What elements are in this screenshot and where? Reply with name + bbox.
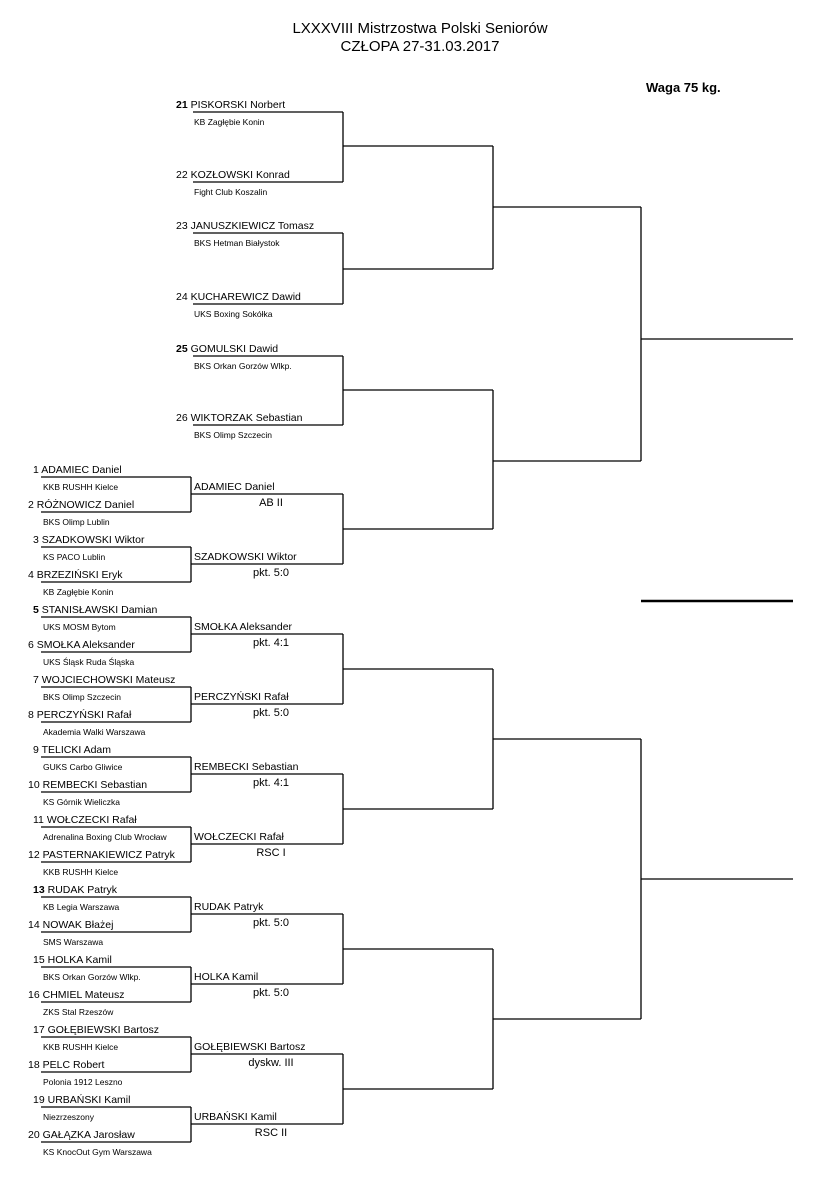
pair-1-2-winner: ADAMIEC Daniel	[194, 481, 275, 493]
entrant-4-name: BRZEZIŃSKI Eryk	[36, 569, 123, 581]
page-subtitle: CZŁOPA 27-31.03.2017	[340, 38, 500, 55]
entrant-9-seed-number: 9	[33, 744, 42, 756]
entrant-2-name: RÓŻNOWICZ Daniel	[36, 499, 135, 511]
seeded-21-seed-number: 21	[176, 99, 191, 111]
entrant-18-name: PELC Robert	[42, 1059, 105, 1071]
entrant-10-seed-number: 10	[28, 779, 43, 791]
entrant-9-club: GUKS Carbo Gliwice	[43, 762, 123, 772]
seeded-24-row	[176, 291, 301, 303]
entrant-18-seed-number: 18	[28, 1059, 43, 1071]
entrant-4-seed-number: 4	[28, 569, 37, 581]
pair-19-20-winner: URBAŃSKI Kamil	[194, 1111, 277, 1123]
entrant-14-name: NOWAK Błażej	[42, 919, 114, 931]
entrant-2-seed-number: 2	[28, 499, 37, 511]
page-title: LXXXVIII Mistrzostwa Polski Seniorów	[292, 20, 548, 37]
seeded-23-name: JANUSZKIEWICZ Tomasz	[190, 220, 315, 232]
entrant-3-club: KS PACO Lublin	[43, 552, 106, 562]
entrant-15-name: HOLKA Kamil	[47, 954, 112, 966]
entrant-3-seed-number: 3	[33, 534, 42, 546]
entrant-20-club: KS KnocOut Gym Warszawa	[43, 1147, 152, 1157]
entrant-17-row	[33, 1024, 159, 1036]
entrant-5-seed-number: 5	[33, 604, 42, 616]
entrant-7-row	[33, 674, 175, 686]
entrant-8-name: PERCZYŃSKI Rafał	[36, 709, 132, 721]
seeded-21-row	[176, 99, 285, 111]
entrant-8-row	[28, 709, 131, 721]
entrant-12-seed-number: 12	[28, 849, 43, 861]
seeded-26-seed-number: 26	[176, 412, 191, 424]
entrant-16-seed-number: 16	[28, 989, 43, 1001]
seeded-22-club: Fight Club Koszalin	[194, 187, 268, 197]
entrant-4-club: KB Zagłębie Konin	[43, 587, 114, 597]
pair-11-12-result: RSC I	[256, 847, 286, 859]
seeded-24-seed-number: 24	[176, 291, 191, 303]
entrant-2-row	[28, 499, 134, 511]
entrant-18-row	[28, 1059, 104, 1071]
entrant-16-name: CHMIEL Mateusz	[42, 989, 125, 1001]
seeded-26-row	[176, 412, 302, 424]
entrant-6-seed-number: 6	[28, 639, 37, 651]
pair-11-12-winner: WOŁCZECKI Rafał	[194, 831, 284, 843]
entrant-12-row	[28, 849, 175, 861]
pair-13-14-winner: RUDAK Patryk	[194, 901, 264, 913]
entrant-5-name: STANISŁAWSKI Damian	[41, 604, 158, 616]
entrant-19-name: URBAŃSKI Kamil	[47, 1094, 131, 1106]
entrant-7-seed-number: 7	[33, 674, 42, 686]
entrant-18-club: Polonia 1912 Leszno	[43, 1077, 123, 1087]
seeded-22-name: KOZŁOWSKI Konrad	[190, 169, 290, 181]
entrant-1-row	[33, 464, 122, 476]
entrant-14-row	[28, 919, 113, 931]
entrant-17-name: GOŁĘBIEWSKI Bartosz	[47, 1024, 160, 1036]
seeded-25-seed-number: 25	[176, 343, 191, 355]
entrant-15-club: BKS Orkan Gorzów Wlkp.	[43, 972, 141, 982]
entrant-9-row	[33, 744, 111, 756]
seeded-24-name: KUCHAREWICZ Dawid	[190, 291, 301, 303]
entrant-5-row	[33, 604, 157, 616]
seeded-26-name: WIKTORZAK Sebastian	[190, 412, 303, 424]
entrant-17-seed-number: 17	[33, 1024, 48, 1036]
seeded-24-club: UKS Boxing Sokółka	[194, 309, 273, 319]
entrant-10-row	[28, 779, 147, 791]
pair-3-4-winner: SZADKOWSKI Wiktor	[194, 551, 297, 563]
pair-13-14-result: pkt. 5:0	[252, 917, 290, 929]
entrant-12-name: PASTERNAKIEWICZ Patryk	[42, 849, 175, 861]
pair-15-16-result: pkt. 5:0	[252, 987, 290, 999]
entrant-20-name: GAŁĄZKA Jarosław	[42, 1129, 135, 1141]
entrant-19-seed-number: 19	[33, 1094, 48, 1106]
entrant-19-club: Niezrzeszony	[43, 1112, 95, 1122]
pair-5-6-result: pkt. 4:1	[252, 637, 290, 649]
entrant-1-club: KKB RUSHH Kielce	[43, 482, 119, 492]
entrant-17-club: KKB RUSHH Kielce	[43, 1042, 119, 1052]
entrant-6-row	[28, 639, 135, 651]
entrant-7-club: BKS Olimp Szczecin	[43, 692, 121, 702]
entrant-6-club: UKS Śląsk Ruda Śląska	[43, 657, 135, 667]
entrant-6-name: SMOŁKA Aleksander	[36, 639, 135, 651]
pair-17-18-result: dyskw. III	[248, 1057, 294, 1069]
entrant-14-club: SMS Warszawa	[43, 937, 104, 947]
pair-9-10-winner: REMBECKI Sebastian	[194, 761, 299, 773]
entrant-20-seed-number: 20	[28, 1129, 43, 1141]
entrant-20-row	[28, 1129, 135, 1141]
pair-9-10-result: pkt. 4:1	[252, 777, 290, 789]
entrant-13-seed-number: 13	[33, 884, 48, 896]
entrant-3-row	[33, 534, 144, 546]
seeded-25-row	[176, 343, 278, 355]
entrant-16-club: ZKS Stal Rzeszów	[43, 1007, 114, 1017]
entrant-11-club: Adrenalina Boxing Club Wrocław	[43, 832, 167, 842]
pair-19-20-result: RSC II	[254, 1127, 288, 1139]
entrant-19-row	[33, 1094, 130, 1106]
entrant-13-name: RUDAK Patryk	[47, 884, 118, 896]
pair-1-2-result: AB II	[259, 497, 283, 509]
entrant-11-seed-number: 11	[33, 814, 47, 826]
pair-3-4-result: pkt. 5:0	[252, 567, 290, 579]
entrant-12-club: KKB RUSHH Kielce	[43, 867, 119, 877]
seeded-25-club: BKS Orkan Gorzów Wlkp.	[194, 361, 292, 371]
entrant-3-name: SZADKOWSKI Wiktor	[41, 534, 145, 546]
entrant-15-seed-number: 15	[33, 954, 48, 966]
entrant-7-name: WOJCIECHOWSKI Mateusz	[41, 674, 176, 686]
pair-7-8-result: pkt. 5:0	[252, 707, 290, 719]
pair-5-6-winner: SMOŁKA Aleksander	[194, 621, 293, 633]
entrant-1-name: ADAMIEC Daniel	[41, 464, 122, 476]
pair-15-16-winner: HOLKA Kamil	[194, 971, 259, 983]
entrant-11-row	[33, 814, 137, 826]
entrant-11-name: WOŁCZECKI Rafał	[46, 814, 137, 826]
entrant-2-club: BKS Olimp Lublin	[43, 517, 110, 527]
seeded-23-club: BKS Hetman Białystok	[194, 238, 280, 248]
seeded-21-name: PISKORSKI Norbert	[190, 99, 286, 111]
entrant-5-club: UKS MOSM Bytom	[43, 622, 116, 632]
seeded-25-name: GOMULSKI Dawid	[190, 343, 279, 355]
weight-class: Waga 75 kg.	[646, 80, 721, 95]
seeded-26-club: BKS Olimp Szczecin	[194, 430, 272, 440]
seeded-22-seed-number: 22	[176, 169, 191, 181]
pair-17-18-winner: GOŁĘBIEWSKI Bartosz	[194, 1041, 306, 1053]
seeded-21-club: KB Zagłębie Konin	[194, 117, 265, 127]
entrant-10-name: REMBECKI Sebastian	[42, 779, 148, 791]
seeded-23-seed-number: 23	[176, 220, 191, 232]
entrant-15-row	[33, 954, 112, 966]
entrant-16-row	[28, 989, 125, 1001]
entrant-1-seed-number: 1	[33, 464, 42, 476]
entrant-13-club: KB Legia Warszawa	[43, 902, 120, 912]
entrant-8-seed-number: 8	[28, 709, 37, 721]
seeded-22-row	[176, 169, 290, 181]
entrant-8-club: Akademia Walki Warszawa	[43, 727, 146, 737]
entrant-13-row	[33, 884, 117, 896]
pair-7-8-winner: PERCZYŃSKI Rafał	[194, 691, 289, 703]
entrant-4-row	[28, 569, 123, 581]
entrant-10-club: KS Górnik Wieliczka	[43, 797, 120, 807]
seeded-23-row	[176, 220, 314, 232]
entrant-9-name: TELICKI Adam	[41, 744, 112, 756]
entrant-14-seed-number: 14	[28, 919, 43, 931]
